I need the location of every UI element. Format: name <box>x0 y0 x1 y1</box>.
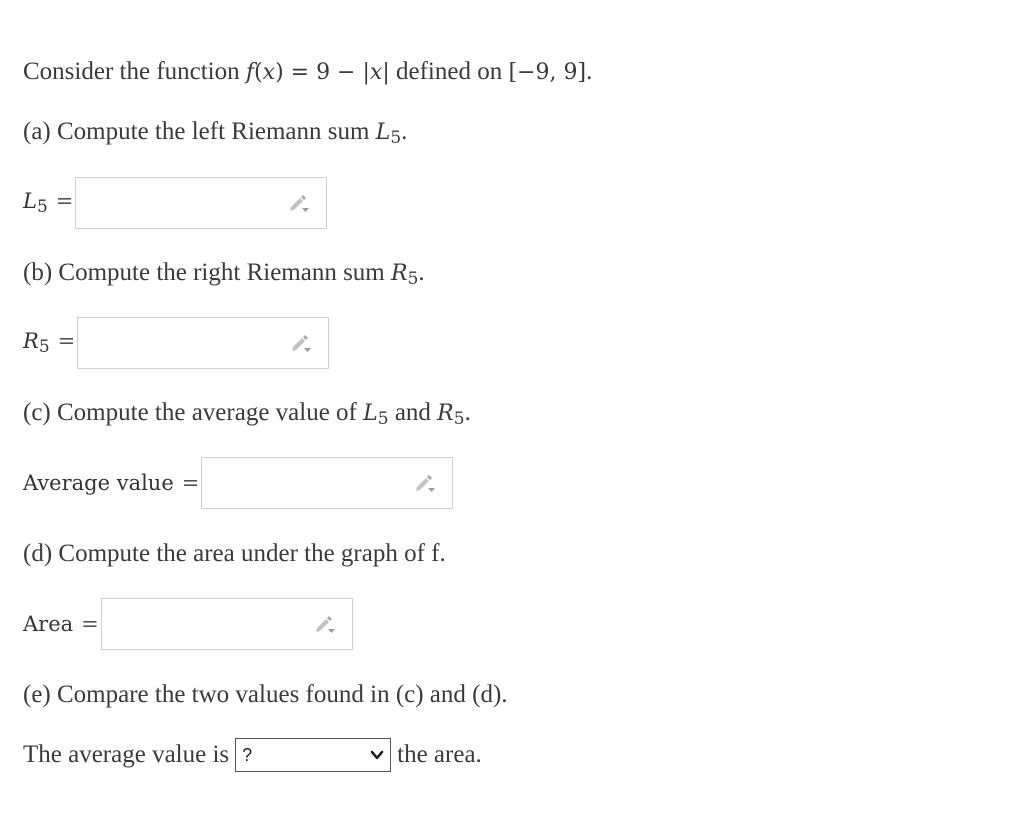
part-c-prompt: (c) Compute the average value of $L_5$ and $R_5$. <box>23 399 471 429</box>
part-a-answer-row <box>23 177 327 229</box>
problem-intro: Consider the function f(x) = 9 − |x| defined on [−9, 9]. <box>23 58 593 85</box>
pencil-dropdown-icon[interactable] <box>290 333 312 353</box>
average-value-answer-input[interactable] <box>201 457 453 509</box>
part-b-answer-row <box>23 317 329 369</box>
pencil-dropdown-icon[interactable] <box>414 473 436 493</box>
comparison-select[interactable]: ? <box>235 738 391 772</box>
area-answer-input[interactable] <box>101 598 353 650</box>
area-label: Area = <box>23 612 99 636</box>
average-value-label: Average value = <box>23 471 200 495</box>
pencil-dropdown-icon[interactable] <box>314 614 336 634</box>
r5-answer-input[interactable] <box>77 317 329 369</box>
chevron-down-icon <box>370 748 384 762</box>
r5-label: $R_5$ = <box>23 329 76 357</box>
comparison-row: The average value is ? the area. <box>23 738 482 772</box>
pencil-dropdown-icon[interactable] <box>288 193 310 213</box>
part-b-prompt: (b) Compute the right Riemann sum $R_5$. <box>23 259 425 289</box>
part-d-answer-row <box>23 598 353 650</box>
part-c-answer-row <box>23 457 453 509</box>
part-e-prompt: (e) Compare the two values found in (c) and (d). <box>23 681 508 708</box>
l5-label: $L_5$ = <box>23 189 74 217</box>
part-d-prompt: (d) Compute the area under the graph of f. <box>23 540 446 567</box>
part-a-prompt: (a) Compute the left Riemann sum $L_5$. <box>23 118 408 148</box>
l5-answer-input[interactable] <box>75 177 327 229</box>
